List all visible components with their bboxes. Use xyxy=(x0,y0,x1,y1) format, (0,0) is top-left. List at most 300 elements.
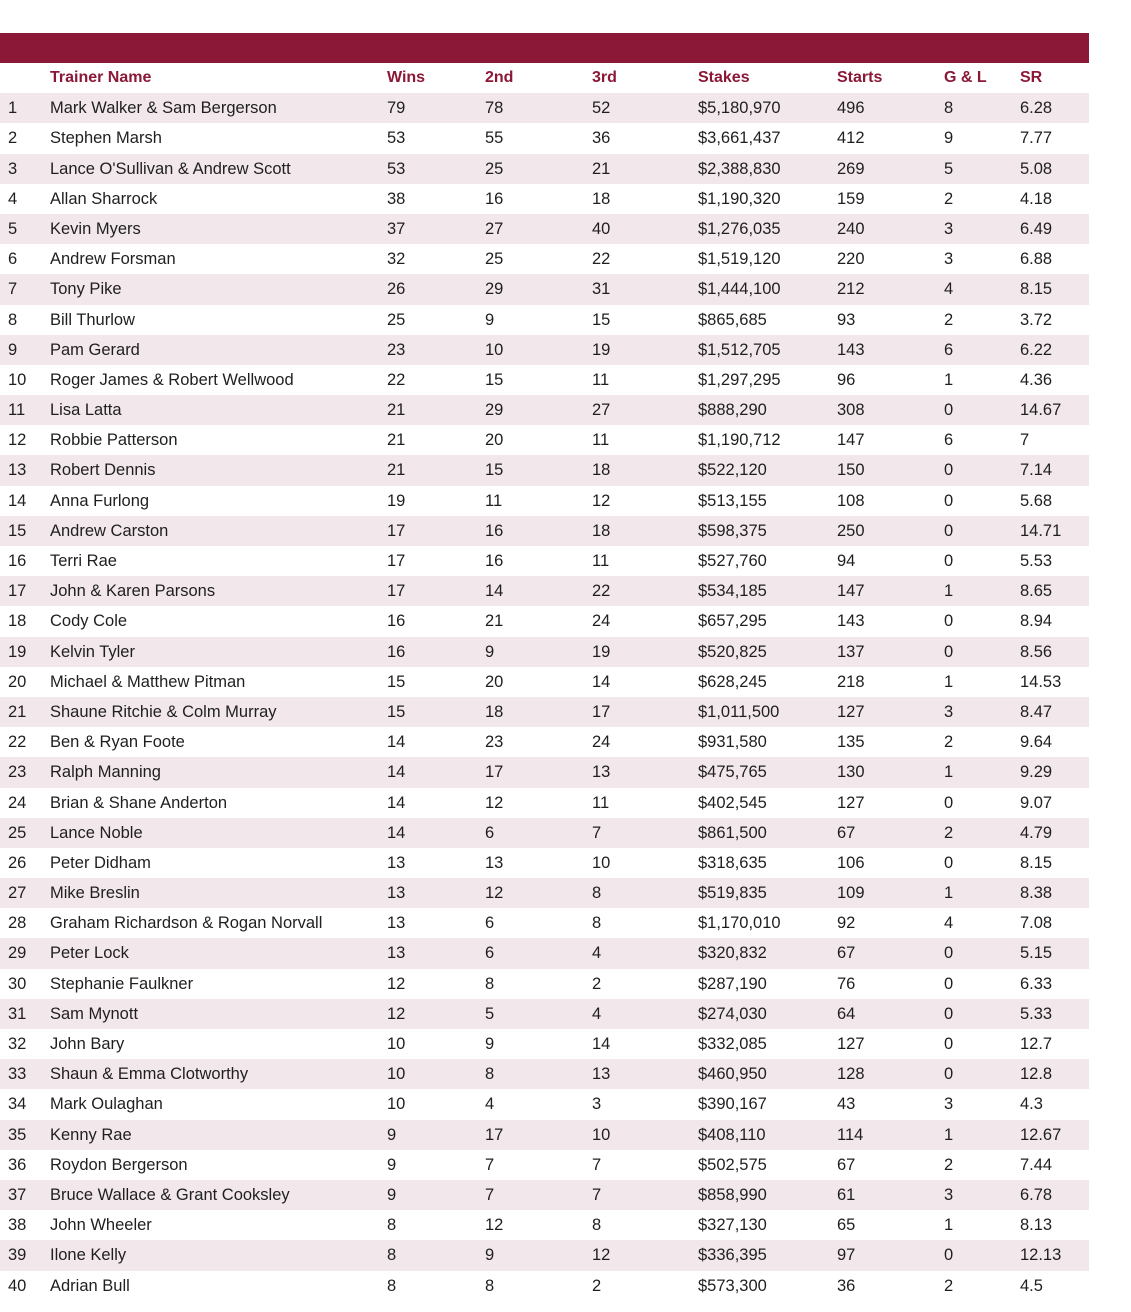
table-row xyxy=(0,305,1089,335)
sr-cell: 9.29 xyxy=(1020,763,1053,782)
wins-cell: 8 xyxy=(387,1216,397,1235)
second-cell: 12 xyxy=(485,1216,504,1235)
rank-cell: 6 xyxy=(8,250,18,269)
third-cell: 8 xyxy=(592,1216,602,1235)
stakes-cell: $598,375 xyxy=(698,521,767,540)
header-3rd: 3rd xyxy=(592,69,617,86)
wins-cell: 9 xyxy=(387,1125,397,1144)
trainer-name-cell: Stephanie Faulkner xyxy=(50,974,194,993)
stakes-cell: $475,765 xyxy=(698,763,767,782)
wins-cell: 21 xyxy=(387,401,406,420)
stakes-cell: $390,167 xyxy=(698,1095,767,1114)
rank-cell: 1 xyxy=(8,99,18,118)
stakes-cell: $1,297,295 xyxy=(698,370,781,389)
g-and-l-cell: 0 xyxy=(944,461,954,480)
g-and-l-cell: 6 xyxy=(944,340,954,359)
second-cell: 29 xyxy=(485,401,504,420)
wins-cell: 8 xyxy=(387,1276,397,1295)
rank-cell: 11 xyxy=(8,401,26,420)
third-cell: 11 xyxy=(592,793,610,812)
third-cell: 22 xyxy=(592,250,611,269)
g-and-l-cell: 2 xyxy=(944,733,954,752)
starts-cell: 109 xyxy=(837,884,865,903)
g-and-l-cell: 4 xyxy=(944,914,954,933)
rank-cell: 5 xyxy=(8,219,18,238)
wins-cell: 14 xyxy=(387,793,406,812)
header-2nd: 2nd xyxy=(485,69,514,86)
trainer-name-cell: Bill Thurlow xyxy=(50,310,135,329)
stakes-cell: $1,519,120 xyxy=(698,250,781,269)
stakes-cell: $318,635 xyxy=(698,853,767,872)
second-cell: 13 xyxy=(485,853,504,872)
table-row xyxy=(0,1210,1089,1240)
starts-cell: 250 xyxy=(837,521,865,540)
sr-cell: 5.33 xyxy=(1020,1004,1053,1023)
sr-cell: 6.49 xyxy=(1020,219,1053,238)
stakes-cell: $402,545 xyxy=(698,793,767,812)
starts-cell: 130 xyxy=(837,763,865,782)
second-cell: 14 xyxy=(485,582,504,601)
g-and-l-cell: 0 xyxy=(944,1246,954,1265)
wins-cell: 19 xyxy=(387,491,406,510)
starts-cell: 127 xyxy=(837,1035,865,1053)
wins-cell: 37 xyxy=(387,219,406,238)
sr-cell: 8.38 xyxy=(1020,884,1053,903)
trainer-name-cell: Andrew Carston xyxy=(50,521,169,540)
second-cell: 10 xyxy=(485,340,504,359)
second-cell: 29 xyxy=(485,280,504,299)
second-cell: 55 xyxy=(485,129,504,148)
wins-cell: 32 xyxy=(387,250,406,269)
third-cell: 14 xyxy=(592,672,611,691)
sr-cell: 8.13 xyxy=(1020,1216,1053,1235)
rank-cell: 32 xyxy=(8,1035,27,1053)
third-cell: 22 xyxy=(592,582,611,601)
rank-cell: 13 xyxy=(8,461,27,480)
third-cell: 24 xyxy=(592,612,611,631)
trainer-name-cell: John Bary xyxy=(50,1035,125,1053)
table-row xyxy=(0,546,1089,576)
second-cell: 6 xyxy=(485,914,495,933)
wins-cell: 8 xyxy=(387,1246,397,1265)
third-cell: 13 xyxy=(592,763,611,782)
trainer-name-cell: Ilone Kelly xyxy=(50,1246,127,1265)
rank-cell: 9 xyxy=(8,340,18,359)
trainer-table xyxy=(0,63,1089,1301)
starts-cell: 143 xyxy=(837,612,865,631)
wins-cell: 12 xyxy=(387,1004,406,1023)
second-cell: 9 xyxy=(485,642,495,661)
trainer-name-cell: Lance Noble xyxy=(50,823,143,842)
starts-cell: 150 xyxy=(837,461,865,480)
sr-cell: 8.47 xyxy=(1020,702,1053,721)
sr-cell: 5.53 xyxy=(1020,552,1053,570)
stakes-cell: $519,835 xyxy=(698,884,767,903)
g-and-l-cell: 0 xyxy=(944,401,954,420)
starts-cell: 308 xyxy=(837,401,865,420)
second-cell: 20 xyxy=(485,672,504,691)
rank-cell: 29 xyxy=(8,944,27,963)
second-cell: 17 xyxy=(485,1125,504,1144)
wins-cell: 10 xyxy=(387,1065,406,1084)
second-cell: 16 xyxy=(485,552,504,570)
rank-cell: 10 xyxy=(8,370,27,389)
stakes-cell: $861,500 xyxy=(698,823,767,842)
stakes-cell: $274,030 xyxy=(698,1004,767,1023)
g-and-l-cell: 3 xyxy=(944,1095,954,1114)
rank-cell: 26 xyxy=(8,853,27,872)
rank-cell: 31 xyxy=(8,1004,27,1023)
wins-cell: 38 xyxy=(387,189,406,208)
table-row xyxy=(0,1120,1089,1150)
g-and-l-cell: 8 xyxy=(944,99,954,118)
third-cell: 13 xyxy=(592,1065,611,1084)
wins-cell: 9 xyxy=(387,1185,397,1204)
sr-cell: 5.08 xyxy=(1020,159,1053,178)
third-cell: 4 xyxy=(592,944,602,963)
second-cell: 23 xyxy=(485,733,504,752)
starts-cell: 43 xyxy=(837,1095,856,1114)
sr-cell: 12.8 xyxy=(1020,1065,1053,1084)
table-row xyxy=(0,878,1089,908)
second-cell: 12 xyxy=(485,793,504,812)
starts-cell: 143 xyxy=(837,340,865,359)
starts-cell: 147 xyxy=(837,582,865,601)
rank-cell: 19 xyxy=(8,642,27,661)
g-and-l-cell: 0 xyxy=(944,521,954,540)
sr-cell: 14.67 xyxy=(1020,401,1062,420)
trainer-name-cell: Tony Pike xyxy=(50,280,122,299)
starts-cell: 135 xyxy=(837,733,865,752)
rank-cell: 21 xyxy=(8,702,27,721)
third-cell: 17 xyxy=(592,702,611,721)
g-and-l-cell: 4 xyxy=(944,280,954,299)
second-cell: 8 xyxy=(485,974,495,993)
second-cell: 17 xyxy=(485,763,504,782)
stakes-cell: $2,388,830 xyxy=(698,159,781,178)
third-cell: 14 xyxy=(592,1035,611,1053)
wins-cell: 79 xyxy=(387,99,406,118)
starts-cell: 92 xyxy=(837,914,856,933)
rank-cell: 38 xyxy=(8,1216,27,1235)
trainer-name-cell: Lisa Latta xyxy=(50,401,122,420)
starts-cell: 67 xyxy=(837,1155,856,1174)
second-cell: 7 xyxy=(485,1185,495,1204)
wins-cell: 21 xyxy=(387,431,406,450)
third-cell: 8 xyxy=(592,914,602,933)
third-cell: 19 xyxy=(592,340,611,359)
wins-cell: 13 xyxy=(387,853,406,872)
third-cell: 27 xyxy=(592,401,611,420)
third-cell: 40 xyxy=(592,219,611,238)
rank-cell: 36 xyxy=(8,1155,27,1174)
g-and-l-cell: 1 xyxy=(944,582,954,601)
starts-cell: 36 xyxy=(837,1276,856,1295)
third-cell: 10 xyxy=(592,1125,611,1144)
table-row xyxy=(0,1271,1089,1301)
second-cell: 9 xyxy=(485,1246,495,1265)
stakes-cell: $3,661,437 xyxy=(698,129,781,148)
second-cell: 12 xyxy=(485,884,504,903)
second-cell: 21 xyxy=(485,612,504,631)
g-and-l-cell: 3 xyxy=(944,250,954,269)
sr-cell: 8.56 xyxy=(1020,642,1053,661)
rank-cell: 24 xyxy=(8,793,27,812)
wins-cell: 14 xyxy=(387,823,406,842)
wins-cell: 12 xyxy=(387,974,406,993)
table-row xyxy=(0,486,1089,516)
g-and-l-cell: 0 xyxy=(944,1004,954,1023)
second-cell: 78 xyxy=(485,99,504,118)
rank-cell: 8 xyxy=(8,310,18,329)
trainer-name-cell: Graham Richardson & Rogan Norvall xyxy=(50,914,323,933)
starts-cell: 97 xyxy=(837,1246,856,1265)
g-and-l-cell: 0 xyxy=(944,944,954,963)
starts-cell: 108 xyxy=(837,491,865,510)
rank-cell: 3 xyxy=(8,159,18,178)
second-cell: 25 xyxy=(485,159,504,178)
table-row xyxy=(0,606,1089,636)
stakes-cell: $931,580 xyxy=(698,733,767,752)
starts-cell: 67 xyxy=(837,944,856,963)
second-cell: 6 xyxy=(485,823,495,842)
third-cell: 31 xyxy=(592,280,611,299)
g-and-l-cell: 2 xyxy=(944,823,954,842)
trainer-name-cell: Terri Rae xyxy=(50,552,117,570)
wins-cell: 17 xyxy=(387,521,406,540)
rank-cell: 4 xyxy=(8,189,18,208)
g-and-l-cell: 0 xyxy=(944,1065,954,1084)
sr-cell: 8.65 xyxy=(1020,582,1053,601)
table-row xyxy=(0,184,1089,214)
trainer-name-cell: John Wheeler xyxy=(50,1216,152,1235)
stakes-cell: $534,185 xyxy=(698,582,767,601)
third-cell: 2 xyxy=(592,1276,602,1295)
trainer-name-cell: Mark Oulaghan xyxy=(50,1095,163,1114)
second-cell: 8 xyxy=(485,1276,495,1295)
g-and-l-cell: 3 xyxy=(944,1185,954,1204)
wins-cell: 15 xyxy=(387,702,406,721)
trainer-name-cell: Roger James & Robert Wellwood xyxy=(50,370,294,389)
starts-cell: 412 xyxy=(837,129,865,148)
trainer-name-cell: Kenny Rae xyxy=(50,1125,132,1144)
header-sr: SR xyxy=(1020,69,1043,86)
second-cell: 8 xyxy=(485,1065,495,1084)
trainer-name-cell: Shaun & Emma Clotworthy xyxy=(50,1065,249,1084)
wins-cell: 13 xyxy=(387,914,406,933)
table-row xyxy=(0,969,1089,999)
table-row xyxy=(0,727,1089,757)
trainer-name-cell: Michael & Matthew Pitman xyxy=(50,672,246,691)
third-cell: 11 xyxy=(592,552,610,570)
g-and-l-cell: 2 xyxy=(944,1155,954,1174)
rank-cell: 34 xyxy=(8,1095,27,1114)
third-cell: 4 xyxy=(592,1004,602,1023)
second-cell: 11 xyxy=(485,491,503,510)
g-and-l-cell: 2 xyxy=(944,310,954,329)
trainer-name-cell: John & Karen Parsons xyxy=(50,582,216,601)
g-and-l-cell: 5 xyxy=(944,159,954,178)
sr-cell: 7.44 xyxy=(1020,1155,1053,1174)
trainer-name-cell: Andrew Forsman xyxy=(50,250,176,269)
stakes-cell: $332,085 xyxy=(698,1035,767,1053)
third-cell: 7 xyxy=(592,1185,602,1204)
sr-cell: 14.53 xyxy=(1020,672,1062,691)
stakes-cell: $520,825 xyxy=(698,642,767,661)
table-row xyxy=(0,274,1089,304)
table-row xyxy=(0,455,1089,485)
table-row xyxy=(0,365,1089,395)
starts-cell: 127 xyxy=(837,793,865,812)
stakes-cell: $5,180,970 xyxy=(698,99,781,118)
g-and-l-cell: 0 xyxy=(944,1035,954,1053)
trainer-name-cell: Cody Cole xyxy=(50,612,128,631)
wins-cell: 53 xyxy=(387,129,406,148)
sr-cell: 6.33 xyxy=(1020,974,1053,993)
rank-cell: 2 xyxy=(8,129,18,148)
sr-cell: 9.07 xyxy=(1020,793,1053,812)
g-and-l-cell: 3 xyxy=(944,702,954,721)
second-cell: 6 xyxy=(485,944,495,963)
third-cell: 10 xyxy=(592,853,611,872)
stakes-cell: $320,832 xyxy=(698,944,767,963)
starts-cell: 106 xyxy=(837,853,865,872)
rank-cell: 33 xyxy=(8,1065,27,1084)
rank-cell: 40 xyxy=(8,1276,27,1295)
sr-cell: 4.36 xyxy=(1020,370,1053,389)
sr-cell: 4.3 xyxy=(1020,1095,1043,1114)
rank-cell: 37 xyxy=(8,1185,27,1204)
starts-cell: 61 xyxy=(837,1185,856,1204)
rank-cell: 28 xyxy=(8,914,27,933)
header-g-and-l: G & L xyxy=(944,69,987,86)
sr-cell: 8.15 xyxy=(1020,280,1053,299)
third-cell: 21 xyxy=(592,159,611,178)
third-cell: 15 xyxy=(592,310,611,329)
third-cell: 8 xyxy=(592,884,602,903)
sr-cell: 6.88 xyxy=(1020,250,1053,269)
g-and-l-cell: 0 xyxy=(944,853,954,872)
g-and-l-cell: 1 xyxy=(944,370,954,389)
trainer-name-cell: Ben & Ryan Foote xyxy=(50,733,185,752)
table-row xyxy=(0,1180,1089,1210)
trainer-name-cell: Peter Didham xyxy=(50,853,151,872)
g-and-l-cell: 2 xyxy=(944,189,954,208)
rank-cell: 17 xyxy=(8,582,27,601)
third-cell: 11 xyxy=(592,431,610,450)
sr-cell: 8.15 xyxy=(1020,853,1053,872)
second-cell: 7 xyxy=(485,1155,495,1174)
g-and-l-cell: 1 xyxy=(944,763,954,782)
starts-cell: 93 xyxy=(837,310,856,329)
starts-cell: 269 xyxy=(837,159,865,178)
stakes-cell: $460,950 xyxy=(698,1065,767,1084)
starts-cell: 159 xyxy=(837,189,865,208)
table-row xyxy=(0,757,1089,787)
wins-cell: 25 xyxy=(387,310,406,329)
table-row xyxy=(0,335,1089,365)
sr-cell: 3.72 xyxy=(1020,310,1053,329)
starts-cell: 67 xyxy=(837,823,856,842)
trainer-name-cell: Kevin Myers xyxy=(50,219,141,238)
trainer-name-cell: Ralph Manning xyxy=(50,763,161,782)
trainer-name-cell: Stephen Marsh xyxy=(50,129,162,148)
trainer-name-cell: Mark Walker & Sam Bergerson xyxy=(50,99,277,118)
g-and-l-cell: 3 xyxy=(944,219,954,238)
trainer-name-cell: Sam Mynott xyxy=(50,1004,139,1023)
rank-cell: 30 xyxy=(8,974,27,993)
starts-cell: 127 xyxy=(837,702,865,721)
g-and-l-cell: 0 xyxy=(944,642,954,661)
stakes-cell: $1,011,500 xyxy=(698,702,780,721)
wins-cell: 13 xyxy=(387,944,406,963)
stakes-cell: $1,276,035 xyxy=(698,219,781,238)
second-cell: 15 xyxy=(485,370,504,389)
starts-cell: 220 xyxy=(837,250,865,269)
stakes-cell: $657,295 xyxy=(698,612,767,631)
wins-cell: 53 xyxy=(387,159,406,178)
table-row xyxy=(0,93,1089,123)
sr-cell: 7.08 xyxy=(1020,914,1053,933)
table-row xyxy=(0,425,1089,455)
third-cell: 52 xyxy=(592,99,611,118)
third-cell: 18 xyxy=(592,461,611,480)
rank-cell: 12 xyxy=(8,431,27,450)
second-cell: 25 xyxy=(485,250,504,269)
sr-cell: 5.68 xyxy=(1020,491,1053,510)
stakes-cell: $628,245 xyxy=(698,672,767,691)
starts-cell: 218 xyxy=(837,672,865,691)
trainer-name-cell: Roydon Bergerson xyxy=(50,1155,188,1174)
sr-cell: 7.77 xyxy=(1020,129,1053,148)
stakes-cell: $522,120 xyxy=(698,461,767,480)
third-cell: 7 xyxy=(592,823,602,842)
table-row xyxy=(0,788,1089,818)
rank-cell: 14 xyxy=(8,491,27,510)
stakes-cell: $858,990 xyxy=(698,1185,767,1204)
starts-cell: 76 xyxy=(837,974,856,993)
g-and-l-cell: 1 xyxy=(944,1216,954,1235)
third-cell: 12 xyxy=(592,1246,611,1265)
stakes-cell: $327,130 xyxy=(698,1216,767,1235)
stakes-cell: $408,110 xyxy=(698,1125,766,1144)
header-band xyxy=(0,33,1089,63)
trainer-name-cell: Brian & Shane Anderton xyxy=(50,793,228,812)
second-cell: 15 xyxy=(485,461,504,480)
table-row xyxy=(0,154,1089,184)
table-row xyxy=(0,818,1089,848)
stakes-cell: $1,170,010 xyxy=(698,914,781,933)
third-cell: 24 xyxy=(592,733,611,752)
second-cell: 27 xyxy=(485,219,504,238)
third-cell: 18 xyxy=(592,521,611,540)
second-cell: 20 xyxy=(485,431,504,450)
rank-cell: 35 xyxy=(8,1125,27,1144)
starts-cell: 496 xyxy=(837,99,865,118)
starts-cell: 240 xyxy=(837,219,865,238)
g-and-l-cell: 0 xyxy=(944,612,954,631)
rank-cell: 23 xyxy=(8,763,27,782)
header-stakes: Stakes xyxy=(698,69,750,86)
starts-cell: 94 xyxy=(837,552,856,570)
stakes-cell: $502,575 xyxy=(698,1155,767,1174)
stakes-cell: $1,444,100 xyxy=(698,280,781,299)
wins-cell: 9 xyxy=(387,1155,397,1174)
wins-cell: 16 xyxy=(387,642,406,661)
g-and-l-cell: 0 xyxy=(944,552,954,570)
table-row xyxy=(0,1240,1089,1270)
table-row xyxy=(0,848,1089,878)
